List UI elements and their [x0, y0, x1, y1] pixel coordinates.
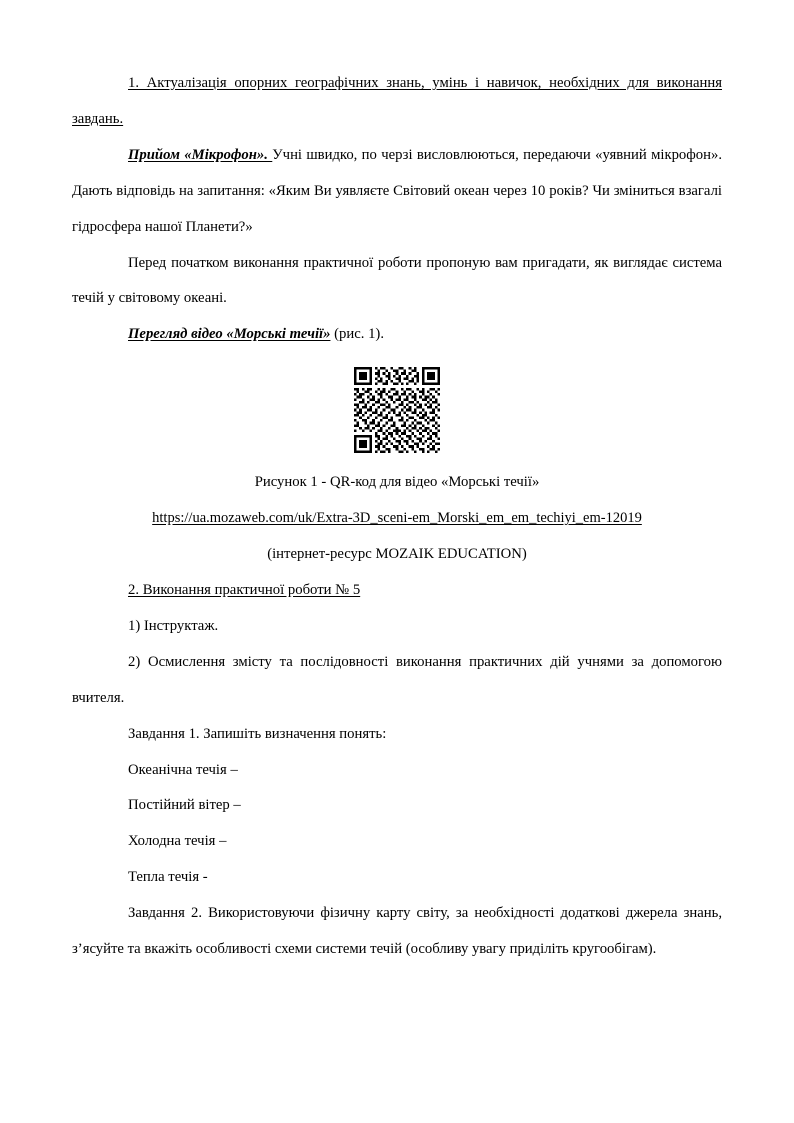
paragraph-intro-text: Перед початком виконання практичної роботи пропоную вам пригадати, як виглядає система течій у світовому океані. [72, 254, 722, 307]
figure-source-text: (інтернет-ресурс MOZAIK EDUCATION) [267, 546, 527, 563]
figure-url-link[interactable]: https://ua.mozaweb.com/uk/Extra-3D_sceni-em_Morski_em_em_techiyi_em-12019 [152, 510, 642, 527]
document-body [72, 66, 722, 968]
figure-caption [72, 465, 722, 501]
task-1-title [72, 717, 722, 753]
task-1-term-2 [72, 788, 722, 824]
heading-practical-work [72, 573, 722, 609]
figure-source-line [72, 537, 722, 573]
task-2-paragraph [72, 896, 722, 968]
microphone-body-text: Учні швидко, по черзі висловлюються, передаючи «уявний мікрофон». Дають відповідь на запитання: «Яким Ви уявляєте Світовий океан через 10 років? Чи зміниться взагалі гідросфера нашої Планети?» [72, 146, 722, 235]
task-1-term-4-text: Тепла течія - [128, 869, 208, 886]
task-1-term-2-text: Постійний вітер – [128, 797, 241, 814]
video-figure-ref: (рис. 1). [330, 326, 384, 343]
task-1-term-3-text: Холодна течія – [128, 833, 227, 850]
task-1-term-4 [72, 860, 722, 896]
task-1-term-1 [72, 753, 722, 789]
qr-code-icon [348, 367, 446, 453]
figure-caption-text: Рисунок 1 - QR-код для відео «Морські течії» [254, 474, 540, 491]
video-lead-label: Перегляд відео «Морські течії» [128, 326, 331, 343]
heading-actualization-text: 1. Актуалізація опорних географічних знань, умінь і навичок, необхідних для виконання завдань. [72, 75, 722, 127]
step-2-text: 2) Осмислення змісту та послідовності виконання практичних дій учнями за допомогою вчителя. [72, 653, 722, 706]
task-1-title-text: Завдання 1. Запишіть визначення понять: [128, 725, 387, 742]
list-item-step-2 [72, 645, 722, 717]
figure-qr-container [72, 353, 722, 465]
microphone-lead-label: Прийом «Мікрофон». [128, 146, 273, 163]
paragraph-intro [72, 246, 722, 318]
list-item-step-1 [72, 609, 722, 645]
task-1-term-1-text: Океанічна течія – [128, 761, 238, 778]
figure-url-line [72, 501, 722, 537]
task-2-text: Завдання 2. Використовуючи фізичну карту світу, за необхідності додаткові джерела знань, з’ясуйте та вкажіть особливості схеми системи течій (особливу увагу приділіть кругообігам). [72, 905, 722, 958]
paragraph-microphone [72, 138, 722, 246]
step-1-text: 1) Інструктаж. [128, 617, 219, 634]
heading-practical-work-text: 2. Виконання практичної роботи № 5 [128, 581, 361, 598]
task-1-term-3 [72, 824, 722, 860]
heading-actualization [72, 66, 722, 138]
paragraph-video-link [72, 317, 722, 353]
